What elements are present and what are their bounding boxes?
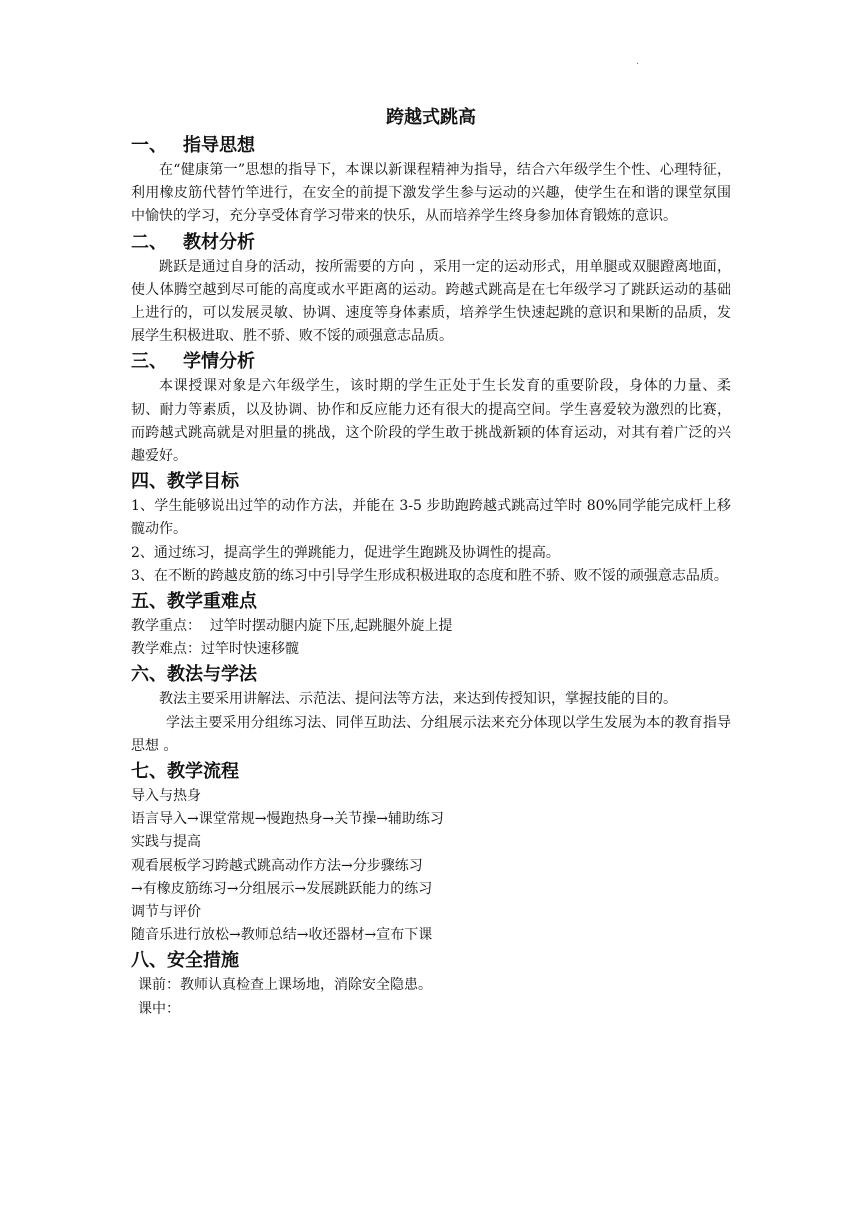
section-heading: 一、 指导思想: [131, 135, 255, 156]
safety-item: 课中：: [138, 1000, 180, 1017]
process-flow: 语言导入→课堂常规→慢跑热身→关节操→辅助练习: [131, 811, 444, 828]
section-key-points: [131, 588, 731, 661]
goal-item: 1、学生能够说出过竿的动作方法，并能在 3-5 步助跑跨越式跳高过竿时 80%同学能完成杆上移髋动作。: [131, 498, 731, 538]
corner-mark: .: [636, 56, 640, 67]
section-heading: 七、教学流程: [131, 761, 239, 783]
process-flow: 观看展板学习跨越式跳高动作方法→分步骤练习: [131, 857, 423, 874]
document-page: [131, 104, 731, 1021]
section-safety-measures: [131, 947, 731, 1020]
section-teaching-goals: [131, 468, 731, 588]
process-stage: 调节与评价: [131, 904, 201, 921]
section-heading: 三、 学情分析: [131, 351, 255, 373]
section-heading: 八、安全措施: [131, 950, 239, 972]
process-stage: 实践与提高: [131, 834, 201, 851]
process-flow: →有橡皮筋练习→分组展示→发展跳跃能力的练习: [131, 880, 433, 897]
section-material-analysis: [131, 229, 731, 349]
paragraph: 本课授课对象是六年级学生，该时期的学生正处于生长发育的重要阶段，身体的力量、柔韧、耐力等素质，以及协调、协作和反应能力还有很大的提高空间。学生喜爱较为激烈的比赛，而跨越式跳高就是对胆量的挑战，这个阶段的学生敢于挑战新颖的体育运动，对其有着广泛的兴趣爱好。: [131, 378, 731, 465]
process-stage: 导入与热身: [131, 788, 201, 805]
section-student-analysis: [131, 348, 731, 468]
document-title: 跨越式跳高: [386, 107, 476, 128]
key-point: 教学重点： 过竿时摆动腿内旋下压,起跳腿外旋上提: [131, 618, 453, 635]
paragraph: 在“健康第一”思想的指导下，本课以新课程精神为指导，结合六年级学生个性、心理特征，利用橡皮筋代替竹竿进行，在安全的前提下激发学生参与运动的兴趣，使学生在和谐的课堂氛围中愉快的学习，充分享受体育学习带来的快乐，从而培养学生终身参加体育锻炼的意识。: [131, 162, 731, 225]
goal-item: 2、通过练习，提高学生的弹跳能力，促进学生跑跳及协调性的提高。: [131, 544, 560, 561]
section-heading: 二、 教材分析: [131, 231, 255, 253]
safety-item: 课前：教师认真检查上课场地，消除安全隐患。: [138, 977, 432, 994]
section-methods: [131, 661, 731, 758]
difficult-point: 教学难点：过竿时快速移髋: [131, 641, 299, 658]
goal-item: 3、在不断的跨越皮筋的练习中引导学生形成积极进取的态度和胜不骄、败不馁的顽强意志品质。: [131, 567, 728, 584]
section-heading: 四、教学目标: [131, 471, 239, 493]
paragraph: 学法主要采用分组练习法、同伴互助法、分组展示法来充分体现以学生发展为本的教育指导思想 。: [131, 714, 731, 754]
section-teaching-process: [131, 758, 731, 947]
section-heading: 六、教法与学法: [131, 664, 257, 686]
paragraph: 教法主要采用讲解法、示范法、提问法等方法，来达到传授知识，掌握技能的目的。: [159, 691, 677, 708]
paragraph: 跳跃是通过自身的活动，按所需要的方向 ，采用一定的运动形式，用单腿或双腿蹬离地面，使人体腾空越到尽可能的高度或水平距离的运动。跨越式跳高是在七年级学习了跳跃运动的基础上进行的，可以发展灵敏、协调、速度等身体素质，培养学生快速起跳的意识和果断的品质，发展学生积极进取、胜不骄、败不馁的顽强意志品质。: [131, 258, 731, 345]
process-flow: 随音乐进行放松→教师总结→收还器材→宣布下课: [131, 927, 433, 944]
section-heading: 五、教学重难点: [131, 591, 257, 613]
section-guiding-ideology: [131, 132, 731, 229]
